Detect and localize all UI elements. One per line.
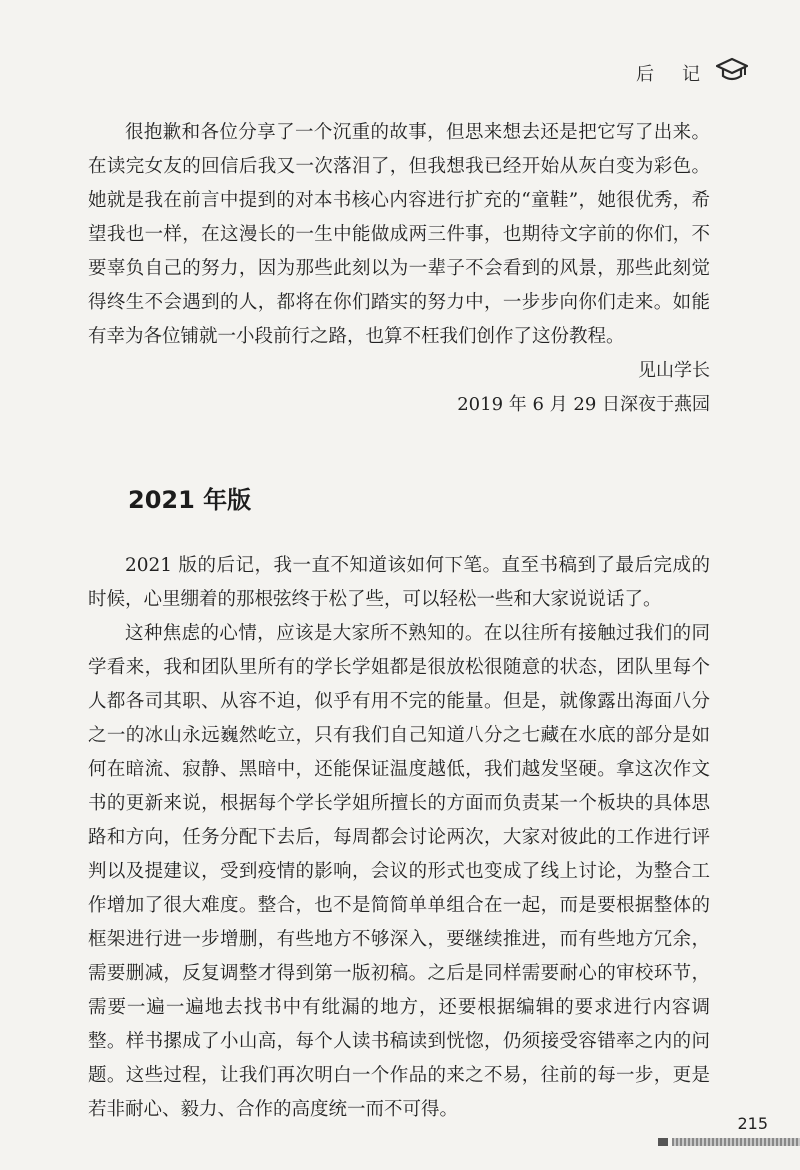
body-paragraph: 2021 版的后记，我一直不知道该如何下笔。直至书稿到了最后完成的时候，心里绷着的那根弦终于松了些，可以轻松一些和大家说说话了。 (88, 555, 710, 610)
section-title: 2021 年版 (128, 486, 252, 514)
signature-date: 2019 年 6 月 29 日深夜于燕园 (457, 394, 710, 415)
footer-bar (672, 1138, 800, 1146)
signature-author: 见山学长 (638, 360, 710, 381)
graduation-cap-icon (716, 56, 748, 84)
body-paragraph: 这种焦虑的心情，应该是大家所不熟知的。在以往所有接触过我们的同学看来，我和团队里所有的学长学姐都是很放松很随意的状态，团队里每个人都各司其职、从容不迫，似乎有用不完的能量。但是，就像露出海面八分之一的冰山永远巍然屹立，只有我们自己知道八分之七藏在水底的部分是如何在暗流、寂静、黑暗中，还能保证温度越低，我们越发坚硬。拿这次作文书的更新来说，根据每个学长学姐所擅长的方面而负责某一个板块的具体思路和方向，任务分配下去后，每周都会讨论两次，大家对彼此的工作进行评判以及提建议，受到疫情的影响，会议的形式也变成了线上讨论，为整合工作增加了很大难度。整合，也不是简简单单组合在一起，而是要根据整体的框架进行进一步增删，有些地方不够深入，要继续推进，而有些地方冗余，需要删减，反复调整才得到第一版初稿。之后是同样需要耐心的审校环节，需要一遍一遍地去找书中有纰漏的地方，还要根据编辑的要求进行内容调整。样书摞成了小山高，每个人读书稿读到恍惚，仍须接受容错率之内的问题。这些过程，让我们再次明白一个作品的来之不易，往前的每一步，更是若非耐心、毅力、合作的高度统一而不可得。 (88, 623, 710, 1120)
page-content (88, 116, 710, 1127)
body-paragraph: 很抱歉和各位分享了一个沉重的故事，但思来想去还是把它写了出来。在读完女友的回信后我又一次落泪了，但我想我已经开始从灰白变为彩色。她就是我在前言中提到的对本书核心内容进行扩充的“童鞋”，她很优秀，希望我也一样，在这漫长的一生中能做成两三件事，也期待文字前的你们，不要辜负自己的努力，因为那些此刻以为一辈子不会看到的风景，那些此刻觉得终生不会遇到的人，都将在你们踏实的努力中，一步步向你们走来。如能有幸为各位铺就一小段前行之路，也算不枉我们创作了这份教程。 (88, 122, 710, 347)
footer-rule (658, 1138, 800, 1146)
footer-square (658, 1138, 668, 1146)
header-label: 后记 (636, 64, 728, 85)
page-number: 215 (737, 1114, 768, 1133)
